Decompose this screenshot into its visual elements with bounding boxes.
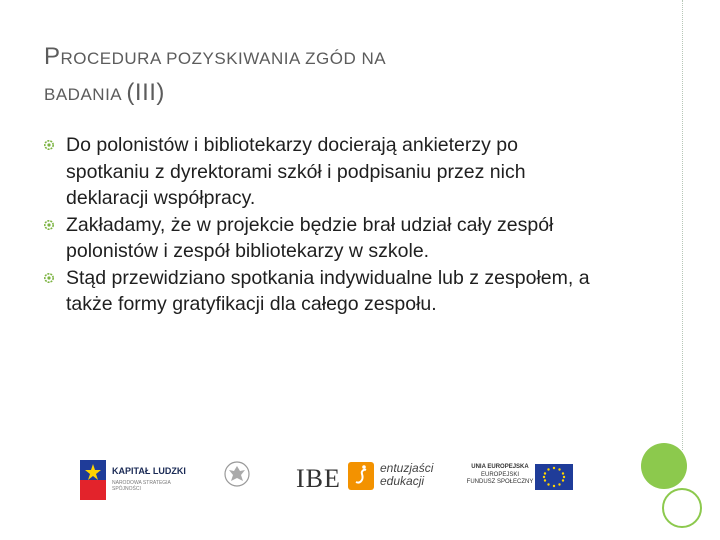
gear-icon [44, 140, 54, 150]
bullet-item [44, 265, 604, 318]
entuzjasci-edukacji-icon [348, 462, 374, 490]
ee-line-1: entuzjaści [380, 461, 434, 475]
ue-line-3: FUNDUSZ SPOŁECZNY [466, 479, 534, 485]
eu-flag-icon [535, 464, 573, 490]
kapital-ludzki-subtitle: NARODOWA STRATEGIA SPÓJNOŚCI [112, 480, 171, 492]
title-line-2-text: BADANIA [44, 85, 127, 104]
ue-line-1: UNIA EUROPEJSKA [471, 464, 529, 470]
bullet-text: Do polonistów i bibliotekarzy docierają ankieterzy po spotkaniu z dyrektorami szkół i podpisaniu przez nich deklaracji współpracy. [66, 134, 526, 209]
slide-title [44, 40, 604, 112]
gear-icon [44, 273, 54, 283]
bullet-item [44, 132, 604, 212]
logo-bar [80, 452, 580, 506]
eu-logo-text [466, 464, 534, 487]
title-line-1 [44, 43, 387, 70]
eagle-emblem-icon [223, 460, 251, 488]
green-circle-decoration [641, 443, 687, 489]
dotted-divider [682, 0, 683, 450]
ee-line-2: edukacji [380, 474, 425, 488]
title-line-1-rest: ROCEDURA POZYSKIWANIA ZGÓD NA [60, 49, 387, 68]
ue-line-2: EUROPEJSKI [480, 471, 519, 478]
ibe-logo-text: IBE [296, 464, 341, 493]
entuzjasci-edukacji-text [380, 462, 433, 488]
title-roman-numeral: (III) [126, 79, 165, 106]
title-line-2 [44, 79, 165, 106]
bullet-item [44, 212, 604, 265]
green-ring-decoration [662, 488, 702, 528]
kapital-ludzki-logo-text: KAPITAŁ LUDZKI [112, 466, 186, 476]
title-initial: P [44, 43, 61, 70]
bullet-text: Stąd przewidziano spotkania indywidualne lub z zespołem, a także formy gratyfikacji dla całego zespołu. [66, 266, 590, 315]
kapital-ludzki-flag-icon [80, 460, 106, 500]
gear-icon [44, 220, 54, 230]
bullet-text: Zakładamy, że w projekcie będzie brał udział cały zespół polonistów i zespół bibliotekarzy w szkole. [66, 213, 554, 262]
bullet-list [44, 132, 604, 318]
